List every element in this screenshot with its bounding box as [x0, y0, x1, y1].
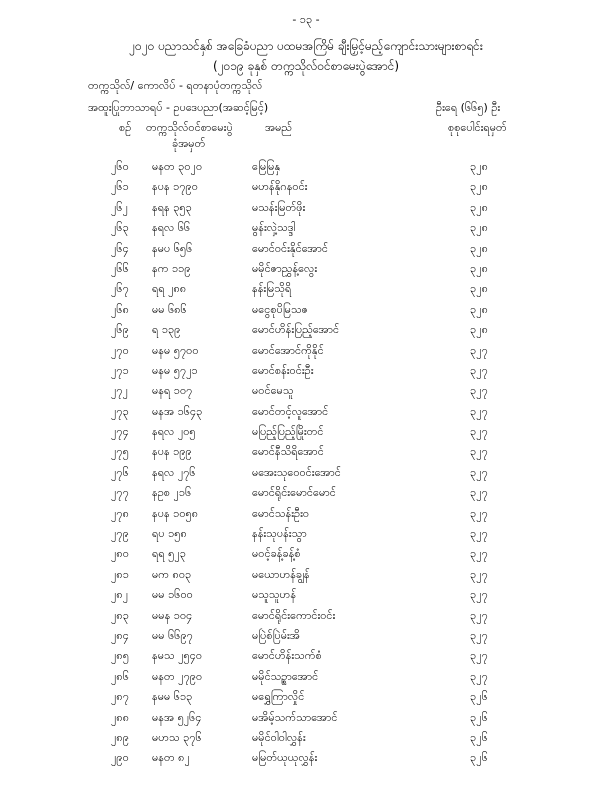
total-marks: ၃၂၈: [470, 160, 488, 173]
roll-number: နမပ ၆၅၆: [152, 241, 193, 255]
roll-number: မနတ ၃၀၂၀: [152, 160, 203, 173]
total-marks: ၃၂၈: [470, 221, 488, 235]
row-number: ၂၈၁: [111, 567, 129, 581]
document-subtitle: (၂၀၁၉ ခုနှစ် တက္ကသိုလ်ဝင်စာမေးပွဲအောင်): [212, 59, 400, 73]
student-name: မောင်အောင်ကိုနိုင်: [252, 343, 324, 357]
total-marks: ၃၂၇: [470, 425, 488, 439]
roll-number: မမ ၆၆၉၇: [152, 628, 193, 642]
row-number: ၂၆၃: [111, 221, 129, 235]
table-row: [0, 585, 612, 605]
table-row: [0, 728, 612, 748]
total-marks: ၃၂၇: [470, 567, 488, 581]
table-row: [0, 687, 612, 707]
table-row: [0, 259, 612, 279]
student-name: မယောဟန်ချွန်: [252, 567, 310, 581]
roll-number: ရရ ၅၂၃: [152, 547, 186, 561]
roll-number: မနမ ၅၇၀၀: [152, 343, 199, 357]
total-marks: ၃၂၇: [470, 445, 488, 459]
roll-number: မဟသ ၃၇၆: [152, 730, 202, 744]
total-marks: ၃၂၇: [470, 608, 488, 622]
roll-number: ရပ ၁၅၈: [152, 527, 187, 541]
roll-number: နပန ၁၀၅၈: [152, 506, 199, 520]
student-name: မပြဲစ်ပြဲမ်းအိ: [252, 628, 300, 642]
student-name: မမိုင်ဇာညွှန့်လွေး: [252, 261, 318, 275]
table-row: [0, 606, 612, 626]
total-marks: ၃၂၇: [470, 363, 488, 377]
row-number: ၂၇၉: [111, 527, 129, 541]
total-marks: ၃၂၈: [470, 282, 488, 296]
student-table: [0, 157, 612, 769]
student-name: မအိမ့်သက်သာအောင်: [252, 710, 338, 724]
table-row: [0, 341, 612, 361]
roll-number: မမ ၆၈၆: [152, 302, 187, 316]
roll-number: မမန ၁၀၄: [152, 608, 193, 622]
table-row: [0, 320, 612, 340]
student-name: မောင်ဟိန်းသက်စံ: [252, 649, 322, 663]
row-number: ၂၇၃: [111, 404, 129, 418]
row-number: ၂၆၂: [111, 200, 128, 214]
row-number: ၂၈၀: [111, 547, 129, 561]
student-name: မောင်ရိုင်းမောင်မောင်: [252, 486, 336, 500]
roll-number: မက ၈၀၃: [152, 567, 192, 581]
table-row: [0, 239, 612, 259]
row-number: ၂၇၁: [111, 363, 129, 377]
row-number: ၂၇၇: [111, 486, 129, 500]
student-name: မဝင်မေသူ: [252, 384, 294, 398]
table-row: [0, 157, 612, 177]
table-row: [0, 300, 612, 320]
row-number: ၂၈၄: [111, 628, 129, 642]
total-marks: ၃၂၇: [470, 486, 488, 500]
student-name: မောင်ရိုင်းကောင်းဝင်း: [252, 608, 336, 622]
header-no: စဉ်: [119, 121, 132, 134]
row-number: ၂၈၂: [111, 588, 129, 602]
total-marks: ၃၂၈: [470, 180, 488, 194]
table-row: [0, 442, 612, 462]
row-number: ၂၇၂: [111, 384, 128, 398]
table-row: [0, 483, 612, 503]
student-name: မငွေစုပိမြသဇ: [252, 302, 309, 316]
university-line: တက္ကသိုလ်/ ကောလိပ် - ရတနာပုံတက္ကသိုလ်: [88, 79, 263, 92]
roll-number: နက ၁၁၉: [152, 261, 191, 275]
student-name: မရွှေကြာလှိုင်: [252, 690, 305, 704]
student-name: မြေမြနှ: [252, 160, 281, 173]
student-name: မဝင့်ခန့်ခန့်စံ: [252, 547, 301, 561]
student-name: မောင်တင့်လူအောင်: [252, 404, 329, 418]
total-marks: ၃၂၆: [470, 751, 488, 765]
row-number: ၂၈၅: [111, 649, 129, 663]
student-name: မောင်ဟိန်းပြည့်အောင်: [252, 323, 340, 337]
student-name: မမိုင်ဝါဝါလွှန်း: [252, 730, 306, 744]
student-name: မဟန်နိုဂနဝင်း: [252, 180, 308, 194]
table-row: [0, 748, 612, 768]
total-count: ဦးရေ (၆၆၅) ဦး: [436, 101, 501, 114]
student-name: မောင်သန်းဦးဝ: [252, 506, 310, 520]
table-row: [0, 667, 612, 687]
row-number: ၂၆၆: [111, 261, 129, 275]
table-row: [0, 198, 612, 218]
table-row: [0, 708, 612, 728]
row-number: ၂၇၀: [111, 343, 129, 357]
roll-number: နပန ၁၇၉၀: [152, 180, 198, 194]
roll-number: မနအ ၅၂၆၄: [152, 710, 202, 724]
total-marks: ၃၂၆: [470, 690, 488, 704]
total-marks: ၃၂၇: [470, 384, 488, 398]
total-marks: ၃၂၆: [470, 730, 488, 744]
row-number: ၂၆၈: [111, 302, 129, 316]
header-roll: တက္ကသိုလ်ဝင်စာမေးပွဲ: [146, 121, 233, 134]
table-row: [0, 463, 612, 483]
row-number: ၂၈၃: [111, 608, 129, 622]
row-number: ၂၇၆: [111, 465, 129, 479]
roll-number: နပန ၁၉၉: [152, 445, 192, 459]
total-marks: ၃၂၇: [470, 465, 488, 479]
row-number: ၂၈၈: [111, 710, 129, 724]
header-marks: စုစုပေါင်းရမှတ်: [448, 121, 507, 134]
total-marks: ၃၂၇: [470, 343, 488, 357]
student-name: မသူသူဟန်: [252, 588, 297, 602]
table-row: [0, 361, 612, 381]
header-name: အမည်: [265, 121, 293, 134]
total-marks: ၃၂၈: [470, 302, 488, 316]
table-row: [0, 381, 612, 401]
student-name: မွန်းလှဲ့သဒ္ဒါ: [252, 221, 296, 235]
roll-number: နရလ ၂၇၆: [152, 465, 196, 479]
student-name: မောင်စန်းဝင်းဦး: [252, 363, 314, 377]
row-number: ၂၆၉: [111, 323, 129, 337]
student-name: မမိုင်သဉ္စာအောင်: [252, 669, 319, 683]
total-marks: ၃၂၈: [470, 323, 488, 337]
table-row: [0, 422, 612, 442]
row-number: ၂၇၄: [111, 425, 129, 439]
row-number: ၂၆၇: [111, 282, 129, 296]
roll-number: နမမ ၆၁၃: [152, 690, 193, 704]
roll-number: ရ ၁၃၉: [152, 323, 181, 337]
total-marks: ၃၂၇: [470, 628, 488, 642]
table-row: [0, 565, 612, 585]
table-row: [0, 646, 612, 666]
row-number: ၂၆၄: [111, 241, 129, 255]
roll-number: နရန ၃၅၃: [152, 200, 192, 214]
row-number: ၂၇၅: [111, 445, 129, 459]
page-number: - ၁၃ -: [292, 13, 320, 26]
student-name: မပြည့်ပြည့်မြိုးတင်: [252, 425, 324, 439]
table-row: [0, 177, 612, 197]
roll-number: နမသ ၂၅၄၀: [152, 649, 203, 663]
row-number: ၂၆၁: [111, 180, 129, 194]
row-number: ၂၈၉: [111, 730, 129, 744]
total-marks: ၃၂၇: [470, 669, 488, 683]
student-name: မောင်နီသိရိအောင်: [252, 445, 324, 459]
student-name: မအေးသုဝေဝင်းအောင်: [252, 465, 341, 479]
total-marks: ၃၂၈: [470, 200, 488, 214]
roll-number: မနတ ၈၂: [152, 751, 190, 765]
table-row: [0, 626, 612, 646]
total-marks: ၃၂၇: [470, 404, 488, 418]
row-number: ၂၈၆: [111, 669, 129, 683]
student-name: နန်းမြသိုရိ: [252, 282, 292, 296]
row-number: ၂၈၇: [111, 690, 129, 704]
document-title: ၂၀၂၀ ပညာသင်နှစ် အခြေခံပညာ ပထမအကြိမ် ချီးမြှင့်မည့်ကျောင်းသားများစာရင်း: [129, 39, 483, 53]
table-row: [0, 218, 612, 238]
roll-number: နရလ ၆၆: [152, 221, 191, 235]
subject-line: အထူးပြုဘာသာရပ် - ဥပဒေပညာ(အဆင့်မြင့်): [88, 101, 269, 114]
header-roll-sub: ခုံအမှတ်: [172, 137, 206, 150]
total-marks: ၃၂၇: [470, 547, 488, 561]
roll-number: မနတ ၂၇၉၀: [152, 669, 203, 683]
table-row: [0, 524, 612, 544]
student-name: မသန်းမြတ်ဖိုး: [252, 200, 306, 214]
roll-number: မနမ ၅၇၂၁: [152, 363, 198, 377]
roll-number: မမ ၁၆၀၀: [152, 588, 193, 602]
roll-number: နဥစ ၂၁၆: [152, 486, 192, 500]
total-marks: ၃၂၆: [470, 710, 488, 724]
student-name: မောင်ဝင်းနိုင်အောင်: [252, 241, 329, 255]
student-name: နန်းသုပန်းသွာ: [252, 527, 307, 541]
student-name: မမြတ်ယုယုလွှန်း: [252, 751, 318, 765]
roll-number: မနအ ၁၆၄၃: [152, 404, 203, 418]
table-row: [0, 544, 612, 564]
total-marks: ၃၂၈: [470, 261, 488, 275]
table-row: [0, 279, 612, 299]
row-number: ၂၇၈: [111, 506, 129, 520]
table-row: [0, 504, 612, 524]
table-row: [0, 402, 612, 422]
roll-number: နရလ ၂၀၅: [152, 425, 196, 439]
total-marks: ၃၂၇: [470, 649, 488, 663]
row-number: ၂၆၀: [111, 160, 129, 173]
row-number: ၂၉၀: [111, 751, 129, 765]
roll-number: မနရ ၁၀၇: [152, 384, 193, 398]
total-marks: ၃၂၇: [470, 527, 488, 541]
total-marks: ၃၂၈: [470, 241, 488, 255]
total-marks: ၃၂၇: [470, 506, 488, 520]
total-marks: ၃၂၇: [470, 588, 488, 602]
roll-number: ရရ ၂၈၈: [152, 282, 187, 296]
